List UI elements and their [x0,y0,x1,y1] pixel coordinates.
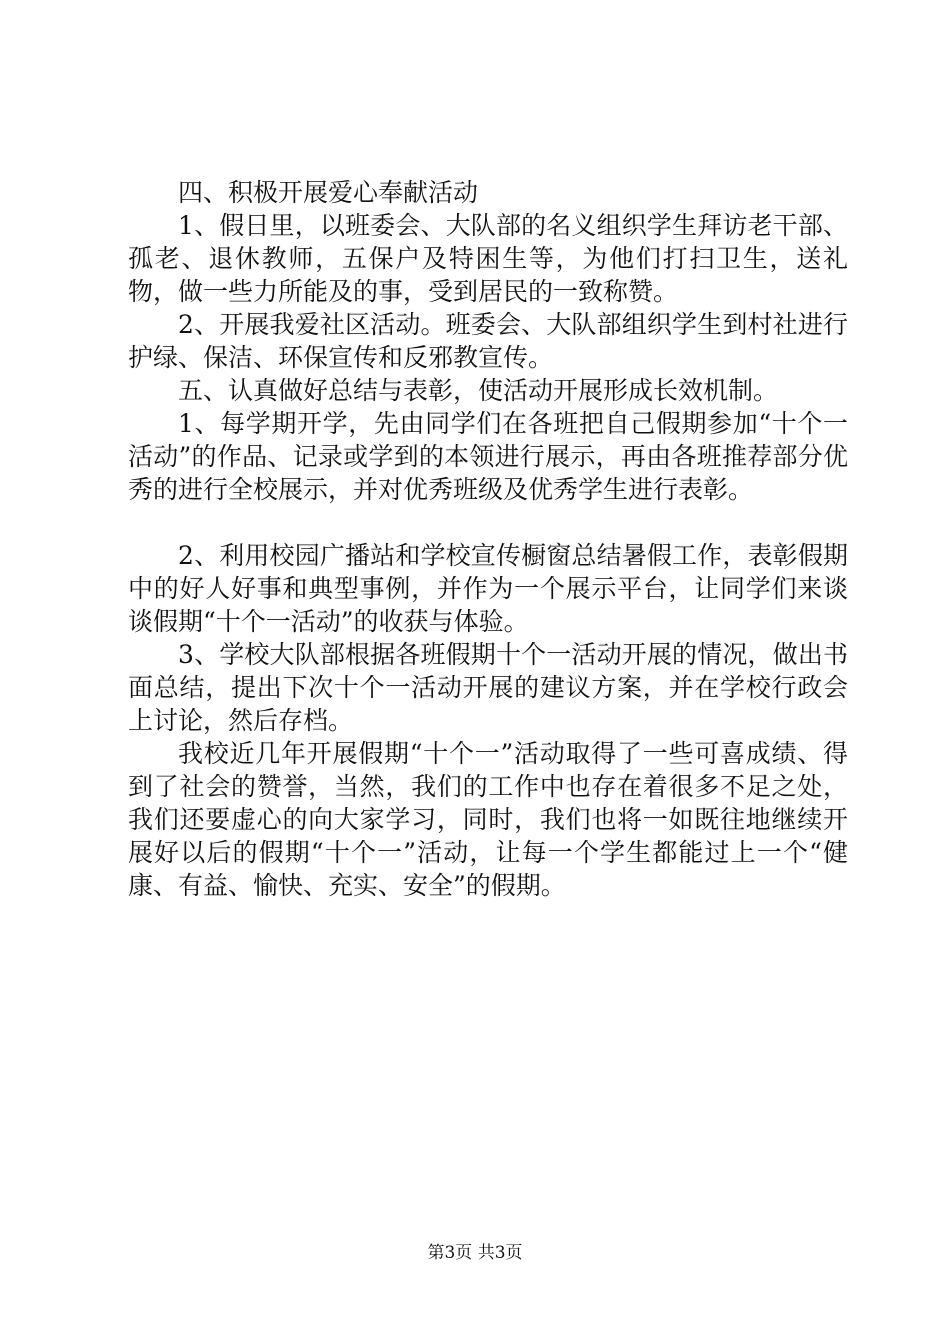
document-body [128,176,848,902]
section-heading-4: 四、积极开展爱心奉献活动 [178,178,479,207]
paragraph-item-2: 2、开展我爱社区活动。班委会、大队部组织学生到村社进行护绿、保洁、环保宣传和反邪教宣传。 [128,310,848,372]
paragraph-item-1b: 1、每学期开学，先由同学们在各班把自己假期参加“十个一活动”的作品、记录或学到的本领进行展示，再由各班推荐部分优秀的进行全校展示，并对优秀班级及优秀学生进行表彰。 [128,409,848,504]
paragraph-item-2b: 2、利用校园广播站和学校宣传橱窗总结暑假工作，表彰假期中的好人好事和典型事例，并作为一个展示平台，让同学们来谈谈假期“十个一活动”的收获与体验。 [128,541,848,636]
paragraph-item-3b: 3、学校大队部根据各班假期十个一活动开展的情况，做出书面总结，提出下次十个一活动开展的建议方案，并在学校行政会上讨论，然后存档。 [128,640,848,735]
page-number-footer: 第3页 共3页 [427,1243,523,1263]
closing-paragraph: 我校近几年开展假期“十个一”活动取得了一些可喜成绩、得到了社会的赞誉，当然，我们的工作中也存在着很多不足之处，我们还要虚心的向大家学习，同时，我们也将一如既往地继续开展好以后的假期“十个一”活动，让每一个学生都能过上一个“健康、有益、愉快、充实、安全”的假期。 [128,739,848,900]
section-heading-5: 五、认真做好总结与表彰，使活动开展形成长效机制。 [178,376,779,405]
paragraph-item-1: 1、假日里，以班委会、大队部的名义组织学生拜访老干部、孤老、退休教师，五保户及特困生等，为他们打扫卫生，送礼物，做一些力所能及的事，受到居民的一致称赞。 [128,211,848,306]
